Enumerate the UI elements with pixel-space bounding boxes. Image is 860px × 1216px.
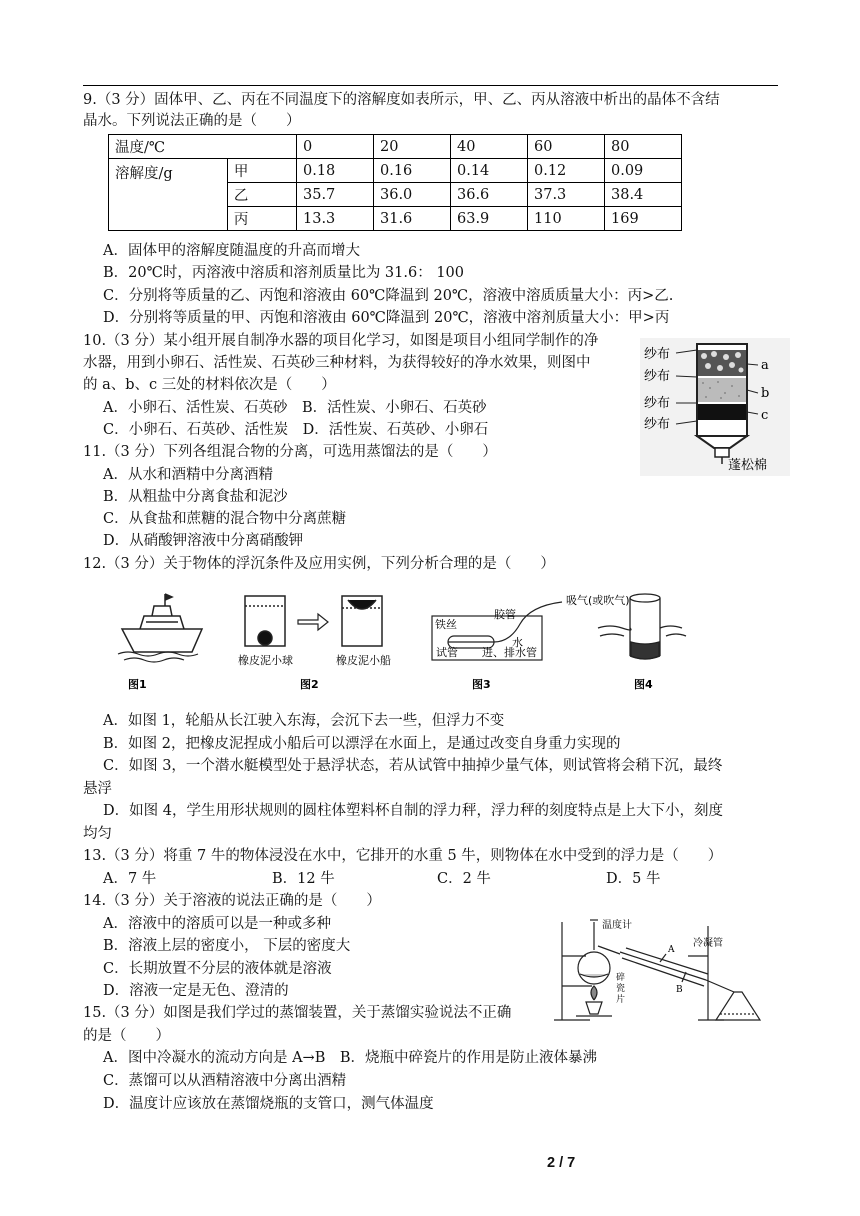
thermometer-label: 温度计 (602, 920, 632, 931)
q15-option-c: C．蒸馏可以从酒精溶液中分离出酒精 (103, 1073, 347, 1089)
q14-option-c: C．长期放置不分层的液体就是溶液 (103, 961, 332, 977)
q11-option-d: D．从硝酸钾溶液中分离硝酸钾 (103, 533, 304, 549)
port-a-label: A (668, 945, 675, 955)
layer-label-a: a (761, 358, 769, 373)
table-cell: 38.4 (605, 183, 682, 207)
q15-stem-line1: 15.（3 分）如图是我们学过的蒸馏装置，关于蒸馏实验说法不正确 (83, 1005, 512, 1021)
chips-label: 瓷 (616, 984, 626, 994)
q11-option-a: A．从水和酒精中分离酒精 (103, 467, 273, 483)
table-cell: 乙 (227, 183, 296, 207)
q10-options-cd: C．小卵石、石英砂、活性炭 D．活性炭、石英砂、小卵石 (103, 422, 489, 438)
table-cell: 35.7 (297, 183, 374, 207)
table-cell: 0.14 (451, 159, 528, 183)
header-rule (83, 85, 778, 86)
table-cell: 36.6 (451, 183, 528, 207)
page-number: 2 / 7 (547, 1155, 576, 1171)
q11-stem: 11.（3 分）下列各组混合物的分离，可选用蒸馏法的是（ ） (83, 444, 497, 460)
q12-option-d-line2: 均匀 (83, 826, 112, 842)
tube-label: 进、排水管 (482, 646, 537, 659)
figure-caption: 图2 (300, 678, 319, 691)
solubility-table (108, 134, 682, 231)
q9-stem-line2: 晶水。下列说法正确的是（ ） (83, 113, 301, 129)
layer-label-b: b (761, 386, 770, 401)
table-cell: 20 (374, 135, 451, 159)
water-purifier-figure (640, 338, 790, 476)
table-cell: 0 (297, 135, 374, 159)
table-cell: 110 (528, 207, 605, 231)
q9-option-a: A．固体甲的溶解度随温度的升高而增大 (103, 243, 360, 259)
beaker-ball-icon (245, 596, 285, 646)
table-cell: 36.0 (374, 183, 451, 207)
table-cell: 37.3 (528, 183, 605, 207)
table-cell: 60 (528, 135, 605, 159)
q10-stem-line1: 10.（3 分）某小组开展自制净水器的项目化学习，如图是项目小组同学制作的净 (83, 333, 599, 349)
table-cell: 0.12 (528, 159, 605, 183)
arrow-icon (298, 614, 328, 630)
beaker-boat-icon (342, 596, 382, 646)
tube-label: 水 (512, 636, 523, 649)
condenser-label: 冷凝管 (693, 938, 723, 949)
q11-option-c: C．从食盐和蔗糖的混合物中分离蔗糖 (103, 511, 347, 527)
q10-stem-line3: 的 a、b、c 三处的材料依次是（ ） (83, 377, 336, 393)
table-cell: 63.9 (451, 207, 528, 231)
gauze-label: 纱布 (644, 396, 671, 411)
table-cell: 丙 (227, 207, 296, 231)
q12-stem: 12.（3 分）关于物体的浮沉条件及应用实例，下列分析合理的是（ ） (83, 556, 555, 572)
tube-label: 铁丝 (435, 618, 457, 631)
figure-caption: 图3 (472, 678, 491, 691)
q9-option-b: B．20℃时，丙溶液中溶质和溶剂质量比为 31.6： 100 (103, 265, 465, 281)
table-cell: 0.18 (297, 159, 374, 183)
q12-option-c-line2: 悬浮 (83, 781, 112, 797)
q15-options-ab: A．图中冷凝水的流动方向是 A→B B．烧瓶中碎瓷片的作用是防止液体暴沸 (103, 1050, 598, 1066)
table-cell: 80 (605, 135, 682, 159)
table-cell: 40 (451, 135, 528, 159)
q13-option-a: A．7 牛 (103, 871, 157, 887)
chips-label: 碎 (616, 973, 626, 983)
figure-caption: 图1 (128, 678, 147, 691)
table-header-temp: 温度/℃ (109, 135, 297, 159)
ball-label: 橡皮泥小球 (238, 654, 293, 667)
table-cell: 31.6 (374, 207, 451, 231)
buoyancy-figures (110, 584, 690, 696)
distillation-apparatus-figure (548, 916, 773, 1028)
tube-label: 吸气(或吹气) (566, 594, 630, 607)
q9-stem-line1: 9.（3 分）固体甲、乙、丙在不同温度下的溶解度如表所示，甲、乙、丙从溶液中析出的晶体不含结 (83, 92, 720, 108)
table-header-solubility: 溶解度/g (109, 159, 228, 231)
cotton-label: 蓬松棉 (728, 458, 768, 473)
q14-stem: 14.（3 分）关于溶液的说法正确的是（ ） (83, 893, 381, 909)
chips-label: 片 (616, 995, 626, 1005)
q13-option-b: B．12 牛 (272, 871, 335, 887)
table-row (109, 135, 682, 159)
q12-option-c-line1: C．如图 3，一个潜水艇模型处于悬浮状态，若从试管中抽掉少量气体，则试管将会稍下沉，最终 (103, 758, 723, 774)
q9-option-c: C．分别将等质量的乙、丙饱和溶液由 60℃降温到 20℃，溶液中溶质质量大小：丙>乙. (103, 288, 674, 304)
figure-caption: 图4 (634, 678, 653, 691)
table-cell: 0.09 (605, 159, 682, 183)
q14-option-a: A．溶液中的溶质可以是一种或多种 (103, 916, 331, 932)
q9-option-d: D．分别将等质量的甲、丙饱和溶液由 60℃降温到 20℃，溶液中溶剂质量大小：甲>丙 (103, 310, 670, 326)
gauze-label: 纱布 (644, 369, 671, 384)
table-cell: 0.16 (374, 159, 451, 183)
q13-option-d: D．5 牛 (606, 871, 661, 887)
boat-label: 橡皮泥小船 (336, 654, 391, 667)
q12-option-d-line1: D．如图 4，学生用形状规则的圆柱体塑料杯自制的浮力秤，浮力秤的刻度特点是上大下小，刻度 (103, 803, 723, 819)
table-row (109, 159, 682, 183)
q11-option-b: B．从粗盐中分离食盐和泥沙 (103, 489, 288, 505)
q10-stem-line2: 水器，用到小卵石、活性炭、石英砂三种材料，为获得较好的净水效果，则图中 (83, 355, 591, 371)
table-cell: 169 (605, 207, 682, 231)
gauze-label: 纱布 (644, 417, 671, 432)
q15-stem-line2: 的是（ ） (83, 1028, 170, 1044)
q12-option-b: B．如图 2，把橡皮泥捏成小船后可以漂浮在水面上，是通过改变自身重力实现的 (103, 736, 621, 752)
q12-option-a: A．如图 1，轮船从长江驶入东海，会沉下去一些，但浮力不变 (103, 713, 505, 729)
q15-option-d: D．温度计应该放在蒸馏烧瓶的支管口，测气体温度 (103, 1096, 434, 1112)
q13-option-c: C．2 牛 (437, 871, 491, 887)
q10-options-ab: A．小卵石、活性炭、石英砂 B．活性炭、小卵石、石英砂 (103, 400, 487, 416)
q14-option-b: B．溶液上层的密度小， 下层的密度大 (103, 938, 351, 954)
q13-stem: 13.（3 分）将重 7 牛的物体浸没在水中，它排开的水重 5 牛，则物体在水中受到的浮力是（ ） (83, 848, 723, 864)
layer-label-c: c (761, 408, 769, 423)
tube-label: 试管 (436, 646, 458, 659)
tube-label: 胶管 (494, 608, 516, 621)
table-cell: 13.3 (297, 207, 374, 231)
gauze-label: 纱布 (644, 347, 671, 362)
table-cell: 甲 (227, 159, 296, 183)
q14-option-d: D．溶液一定是无色、澄清的 (103, 983, 289, 999)
port-b-label: B (676, 985, 683, 995)
ship-icon (118, 594, 202, 662)
